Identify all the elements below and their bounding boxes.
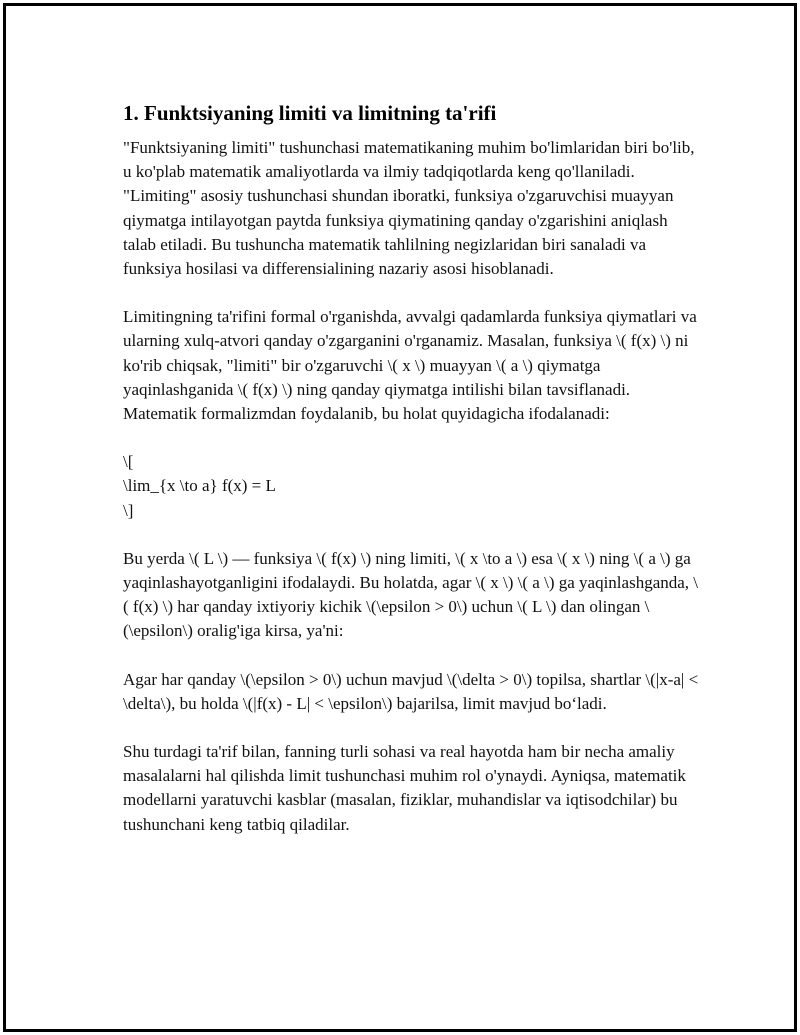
paragraph-explanation: Bu yerda \( L \) — funksiya \( f(x) \) ning limiti, \( x \to a \) esa \( x \) ning \( a \) ga yaqinlashayotganligini ifodalaydi. Bu holatda, agar \( x \) \( a \) ga yaqinlashganda, \( f(x) \) har qanday ixtiyoriy kichik \(\epsilon > 0\) uchun \( L \) dan olingan \(\epsilon\) oralig'iga kirsa, ya'ni: bbox=[123, 548, 699, 641]
formula-block bbox=[123, 450, 703, 523]
formula-close: \] bbox=[123, 500, 134, 520]
formula-open: \[ bbox=[123, 452, 134, 472]
paragraph-epsilon-delta: Agar har qanday \(\epsilon > 0\) uchun mavjud \(\delta > 0\) topilsa, shartlar \(|x-a| < \delta\), bu holda \(|f(x) - L| < \epsilon\) bajarilsa, limit mavjud bo‘ladi. bbox=[123, 669, 699, 713]
document-body bbox=[123, 98, 703, 861]
paragraph-applications: Shu turdagi ta'rif bilan, fanning turli sohasi va real hayotda ham bir necha amaliy masalalarni hal qilishda limit tushunchasi muhim rol o'ynaydi. Ayniqsa, matematik modellarni yaratuvchi kasblar (masalan, fiziklar, muhandislar va iqtisodchilar) bu tushunchani keng tatbiq qiladilar. bbox=[123, 742, 686, 834]
section-heading: 1. Funktsiyaning limiti va limitning ta'rifi bbox=[123, 101, 497, 125]
page-frame bbox=[3, 3, 797, 1032]
paragraph-intro: "Funktsiyaning limiti" tushunchasi matematikaning muhim bo'limlaridan biri bo'lib, u ko'plab matematik amaliyotlarda va ilmiy tadqiqotlarda keng qo'llaniladi. "Limiting" asosiy tushunchasi shundan iboratki, funksiya o'zgaruvchisi muayyan qiymatga intilayotgan paytda funksiya qiymatining qanday o'zgarishini aniqlash talab etiladi. Bu tushuncha matematik tahlilning negizlaridan biri sanaladi va funksiya hosilasi va differensialining nazariy asosi hisoblanadi. bbox=[123, 138, 695, 279]
paragraph-formal-definition: Limitingning ta'rifini formal o'rganishda, avvalgi qadamlarda funksiya qiymatlari va ularning xulq-atvori qanday o'zgarganini o'rganamiz. Masalan, funksiya \( f(x) \) ni ko'rib chiqsak, "limiti" bir o'zgaruvchi \( x \) muayyan \( a \) qiymatga yaqinlashganida \( f(x) \) ning qanday qiymatga intilishi bilan tavsiflanadi. Matematik formalizmdan foydalanib, bu holat quyidagicha ifodalanadi: bbox=[123, 307, 697, 424]
formula-expression: \lim_{x \to a} f(x) = L bbox=[123, 476, 276, 496]
